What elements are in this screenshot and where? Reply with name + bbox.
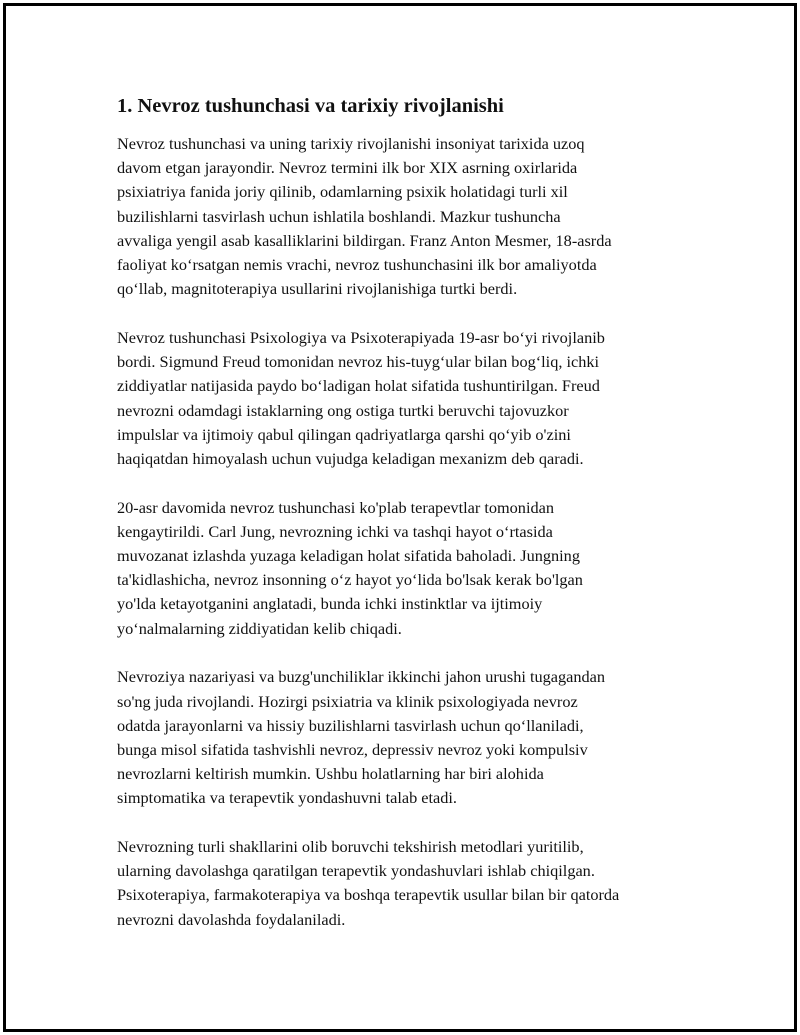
text-line: Nevroz tushunchasi va uning tarixiy rivojlanishi insoniyat tarixida uzoq bbox=[117, 134, 585, 153]
text-line: qo‘llab, magnitoterapiya usullarini rivojlanishiga turtki berdi. bbox=[117, 279, 518, 299]
text-line: Psixoterapiya, farmakoterapiya va boshqa terapevtik usullar bilan bir qatorda bbox=[117, 885, 620, 905]
text-line: nevrozni davolashda foydalaniladi. bbox=[117, 909, 346, 929]
text-line: kengaytirildi. Carl Jung, nevrozning ichki va tashqi hayot o‘rtasida bbox=[117, 521, 553, 541]
text-line: 20-asr davomida nevroz tushunchasi ko'plab terapevtlar tomonidan bbox=[117, 497, 554, 517]
text-line: psixiatriya fanida joriy qilinib, odamlarning psixik holatidagi turli xil bbox=[117, 182, 568, 202]
text-line: Nevroz tushunchasi Psixologiya va Psixoterapiyada 19-asr bo‘yi rivojlanib bbox=[117, 327, 605, 347]
paragraph bbox=[117, 665, 697, 810]
paragraph bbox=[117, 835, 697, 932]
text-line: buzilishlarni tasvirlash uchun ishlatila boshlandi. Mazkur tushuncha bbox=[117, 206, 561, 226]
text-line: nevrozlarni keltirish mumkin. Ushbu holatlarning har biri alohida bbox=[117, 764, 544, 784]
text-line: muvozanat izlashda yuzaga keladigan holat sifatida baholadi. Jungning bbox=[117, 546, 580, 566]
text-line: Nevroziya nazariyasi va buzg'unchiliklar ikkinchi jahon urushi tugagandan bbox=[117, 667, 606, 687]
text-line: ziddiyatlar natijasida paydo bo‘ladigan holat sifatida tushuntirilgan. Freud bbox=[117, 376, 600, 396]
paragraph bbox=[117, 132, 697, 301]
text-line: ta'kidlashicha, nevroz insonning o‘z hayot yo‘lida bo'lsak kerak bo'lgan bbox=[117, 570, 583, 590]
section-heading: 1. Nevroz tushunchasi va tarixiy rivojlanishi bbox=[117, 95, 504, 117]
text-line: Nevrozning turli shakllarini olib boruvchi tekshirish metodlari yuritilib, bbox=[117, 837, 584, 857]
text-line: davom etgan jarayondir. Nevroz termini ilk bor XIX asrning oxirlarida bbox=[117, 158, 578, 178]
text-line: haqiqatdan himoyalash uchun vujudga keladigan mexanizm deb qaradi. bbox=[117, 448, 584, 468]
text-line: yo‘nalmalarning ziddiyatidan kelib chiqadi. bbox=[117, 618, 402, 638]
paragraph bbox=[117, 496, 697, 641]
text-line: avvaliga yengil asab kasalliklarini bildirgan. Franz Anton Mesmer, 18-asrda bbox=[117, 230, 612, 250]
text-line: nevrozni odamdagi istaklarning ong ostiga turtki beruvchi tajovuzkor bbox=[117, 400, 569, 420]
paragraph bbox=[117, 326, 697, 471]
text-line: impulslar va ijtimoiy qabul qilingan qadriyatlarga qarshi qo‘yib o'zini bbox=[117, 424, 571, 444]
text-line: so'ng juda rivojlandi. Hozirgi psixiatria va klinik psixologiyada nevroz bbox=[117, 691, 578, 711]
text-line: yo'lda ketayotganini anglatadi, bunda ichki instinktlar va ijtimoiy bbox=[117, 594, 543, 614]
paragraph-list bbox=[117, 132, 697, 932]
text-line: faoliyat ko‘rsatgan nemis vrachi, nevroz tushunchasini ilk bor amaliyotda bbox=[117, 255, 597, 275]
document-body bbox=[117, 92, 697, 956]
text-line: bunga misol sifatida tashvishli nevroz, depressiv nevroz yoki kompulsiv bbox=[117, 739, 588, 759]
text-line: bordi. Sigmund Freud tomonidan nevroz his-tuyg‘ular bilan bog‘liq, ichki bbox=[117, 352, 600, 372]
text-line: odatda jarayonlarni va hissiy buzilishlarni tasvirlash uchun qo‘llaniladi, bbox=[117, 715, 584, 735]
text-line: simptomatika va terapevtik yondashuvni talab etadi. bbox=[117, 788, 458, 808]
text-line: ularning davolashga qaratilgan terapevtik yondashuvlari ishlab chiqilgan. bbox=[117, 861, 595, 881]
